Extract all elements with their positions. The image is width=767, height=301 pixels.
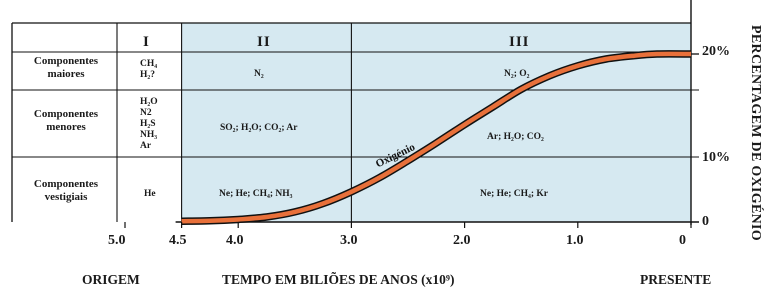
era-i-minor: H₂O N2 H₂S NH₃ Ar — [140, 97, 158, 151]
era-ii-trace: Ne; He; CH₄; NH₃ — [219, 189, 293, 199]
x-tick-label: 2.0 — [453, 233, 471, 248]
era-label-i: I — [143, 34, 150, 50]
row-label-maiores: Componentes maiores — [33, 55, 99, 80]
era-label-ii: II — [257, 34, 271, 50]
curve-label: Oxigénio — [373, 141, 417, 171]
x-tick-label: 4.0 — [226, 233, 244, 248]
era-label-iii: III — [509, 34, 530, 50]
x-tick-label: 0 — [679, 233, 686, 248]
x-tick-label: 1.0 — [566, 233, 584, 248]
era-i-major: CH₄ H₂? — [140, 59, 158, 80]
era-ii-minor: SO₂; H₂O; CO₂; Ar — [220, 123, 298, 133]
x-axis-title: TEMPO EM BILIÕES DE ANOS (x10⁹) — [222, 272, 455, 287]
x-tick-label: 3.0 — [340, 233, 358, 248]
origin-label: ORIGEM — [82, 272, 140, 287]
era-ii-major: N₂ — [254, 69, 264, 79]
x-tick-label: 4.5 — [169, 233, 187, 248]
present-label: PRESENTE — [640, 272, 712, 287]
era-i-trace: He — [144, 189, 156, 199]
row-label-menores: Componentes menores — [33, 108, 99, 133]
era-iii-minor: Ar; H₂O; CO₂ — [487, 132, 544, 142]
y-tick-label: 10% — [702, 150, 730, 165]
y-tick-label: 0 — [702, 214, 709, 229]
era-iii-trace: Ne; He; CH₄; Kr — [480, 189, 549, 199]
row-label-vestigiais: Componentes vestigiais — [33, 178, 99, 203]
y-tick-label: 20% — [702, 44, 730, 59]
x-tick-label: 5.0 — [108, 233, 126, 248]
y-axis-title: PERCENTAGEM DE OXIGÉNIO — [748, 25, 763, 241]
era-iii-major: N₂; O₂ — [504, 69, 530, 79]
